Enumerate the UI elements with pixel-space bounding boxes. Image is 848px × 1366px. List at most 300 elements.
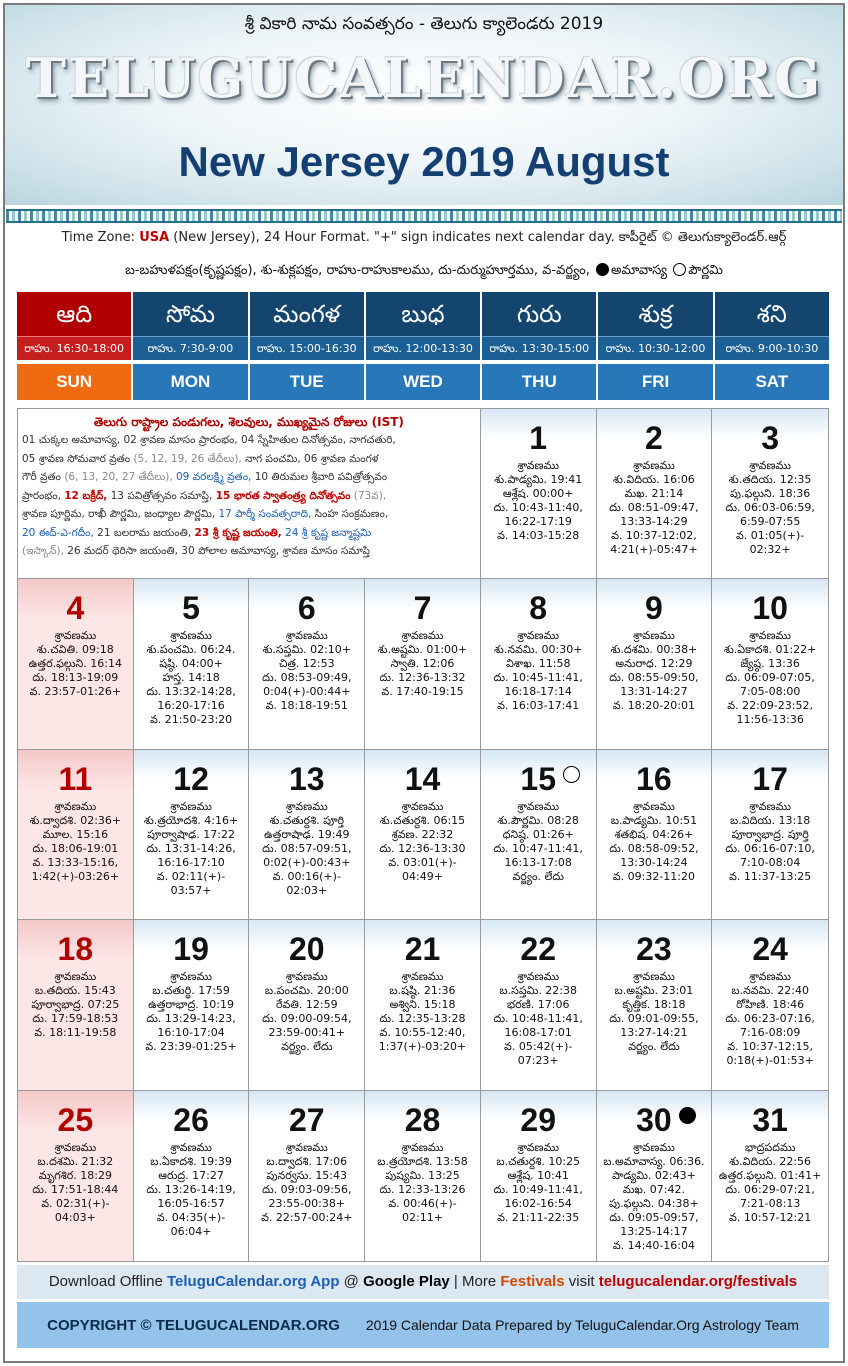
detail-line: దు. 06:23-07:16,	[725, 1012, 815, 1026]
weekday-tel: మంగళ	[250, 292, 364, 336]
detail-line: బ.షష్ఠి. 21:36	[389, 984, 456, 998]
day-number	[520, 762, 556, 796]
day-details	[712, 459, 828, 557]
detail-line: దు. 18:13-19:09	[32, 671, 119, 685]
detail-line: వ. 18:20-20:01	[612, 699, 696, 713]
weekday-header	[17, 292, 829, 400]
day-details	[597, 629, 712, 713]
detail-line: 02:11+	[402, 1210, 443, 1224]
detail-line: శు.ద్వాదశి. 02:36+	[29, 813, 122, 827]
day-number-text: 15	[520, 760, 556, 797]
detail-line: దు. 12:33-13:26	[379, 1182, 466, 1196]
detail-line: పు.ఫల్గుని. 04:38+	[609, 1196, 699, 1210]
detail-line: శు.తదియ. 12:35	[728, 473, 812, 486]
detail-line: 23:59-00:41+	[268, 1026, 346, 1040]
download-bar: Download Offline TeluguCalendar.org App @ Google Play | More Festivals visit telugucalendar.org/festivals	[17, 1265, 829, 1299]
day-number-text: 3	[761, 420, 780, 456]
weekday-rahu: రాహు. 15:00-16:30	[250, 336, 364, 360]
detail-line: దు. 13:26-14:19,	[146, 1182, 236, 1196]
detail-line: శ్రావణము	[517, 459, 560, 472]
day-details	[481, 459, 596, 543]
copyright-bar	[17, 1302, 829, 1348]
copyright-text: COPYRIGHT © TELUGUCALENDAR.ORG	[47, 1316, 340, 1334]
weekday-rahu: రాహు. 13:30-15:00	[482, 336, 596, 360]
detail-line: శ్రావణము	[54, 629, 97, 643]
day-number	[298, 591, 316, 625]
day-details	[597, 1141, 712, 1253]
day-cell[interactable]	[134, 750, 250, 920]
day-number	[752, 1103, 788, 1137]
day-cell[interactable]	[712, 579, 828, 749]
detail-line: 03:57+	[170, 883, 212, 897]
day-number-text: 26	[173, 1101, 209, 1138]
day-number-text: 17	[752, 760, 788, 797]
detail-line: బ.ద్వాదశి. 17:06	[266, 1154, 348, 1168]
day-details	[712, 800, 828, 884]
day-number-text: 28	[404, 1101, 441, 1138]
day-number-text: 1	[529, 420, 548, 456]
detail-line: 1:37(+)-03:20+	[378, 1040, 467, 1054]
day-details	[712, 629, 828, 727]
day-number-text: 5	[182, 590, 200, 627]
detail-line: బ.పాడ్యమి. 10:51	[610, 813, 698, 827]
detail-line: శ్రావణము	[517, 799, 560, 813]
detail-line: వర్జ్యం. లేదు	[281, 1040, 333, 1054]
detail-line: పుష్యమి. 13:25	[385, 1168, 460, 1182]
day-details	[597, 459, 712, 557]
ornament-divider	[6, 209, 842, 223]
day-details	[134, 1141, 249, 1239]
day-details	[481, 970, 596, 1068]
detail-line: చిత్ర. 12:53	[278, 657, 335, 671]
detail-line: శతభిష. 04:26+	[614, 827, 694, 841]
day-cell[interactable]	[249, 920, 365, 1090]
detail-line: 16:16-17:10	[157, 855, 225, 869]
detail-line: శ్రావణము	[285, 799, 328, 813]
day-number-text: 20	[288, 931, 325, 968]
day-number	[645, 421, 663, 455]
detail-line: శు.ఏకాదశి. 01:22+	[723, 643, 817, 657]
detail-line: వ. 11:37-13:25	[729, 869, 812, 883]
day-cell[interactable]	[365, 920, 481, 1090]
detail-line: దు. 09:00-09:54,	[262, 1012, 352, 1026]
detail-line: దు. 13:31-14:26,	[146, 841, 236, 855]
pournami-icon	[563, 766, 580, 783]
day-details	[365, 1141, 480, 1225]
detail-line: మఖ. 21:14	[624, 487, 684, 500]
day-details	[18, 629, 133, 699]
detail-line: 13:25-14:17	[620, 1224, 688, 1238]
detail-line: బ.పంచమి. 20:00	[264, 984, 349, 998]
detail-line: ఉత్తరాభాద్ర. 10:19	[148, 998, 235, 1012]
weekday-tel: గురు	[482, 292, 596, 336]
festivals-url-link[interactable]: telugucalendar.org/festivals	[598, 1273, 798, 1290]
detail-line: పూర్వాషాఢ. 17:22	[147, 827, 236, 841]
detail-line: దు. 10:48-11:41,	[493, 1012, 583, 1026]
detail-line: 02:03+	[286, 883, 328, 897]
detail-line: 07:23+	[517, 1054, 559, 1068]
day-details	[481, 1141, 596, 1225]
detail-line: శ్రావణము	[633, 629, 675, 643]
weekday-rahu: రాహు. 9:00-10:30	[715, 336, 829, 360]
day-number	[520, 1103, 556, 1137]
day-cell[interactable]	[712, 920, 828, 1090]
detail-line: రోహిణి. 18:46	[736, 998, 805, 1012]
weekday-eng: SUN	[17, 364, 131, 400]
detail-line: శ్రావణము	[285, 970, 328, 984]
day-number	[752, 932, 788, 966]
day-number-text: 21	[404, 931, 441, 968]
detail-line: శ్రావణము	[285, 629, 328, 643]
detail-line: శ్రావణము	[285, 1140, 328, 1154]
detail-line: దు. 09:03-09:56,	[262, 1182, 352, 1196]
weekday-eng: MON	[133, 364, 247, 400]
day-number	[520, 932, 556, 966]
day-number	[529, 591, 547, 625]
detail-line: 4:21(+)-05:47+	[610, 543, 698, 556]
day-cell[interactable]	[249, 750, 365, 920]
weekday-sat	[715, 292, 829, 400]
day-cell[interactable]	[18, 920, 134, 1090]
day-details	[712, 970, 828, 1068]
detail-line: 6:59-07:55	[739, 515, 801, 528]
detail-line: వ. 02:11(+)-	[156, 869, 226, 883]
detail-line: శ్రావణము	[633, 970, 675, 984]
day-cell[interactable]	[18, 750, 134, 920]
detail-line: భరణి. 17:06	[506, 998, 570, 1012]
day-number	[405, 762, 441, 796]
detail-line: వ. 23:57-01:26+	[29, 685, 122, 699]
detail-line: బ.ఏకాదశి. 19:39	[150, 1154, 232, 1168]
detail-line: వ. 03:01(+)-	[388, 855, 457, 869]
detail-line: వ. 22:57-00:24+	[261, 1210, 353, 1224]
detail-line: శు.పౌర్ణమి. 08:28	[497, 813, 579, 827]
weekday-eng: FRI	[598, 364, 712, 400]
day-cell[interactable]	[18, 1091, 134, 1261]
day-number-text: 7	[413, 590, 432, 627]
day-number	[636, 932, 672, 966]
detail-line: వ. 21:50-23:20	[149, 713, 233, 727]
detail-line: దు. 06:16-07:10,	[725, 841, 815, 855]
day-number	[173, 762, 209, 796]
detail-line: వ. 13:33-15:16,	[32, 855, 119, 869]
detail-line: 06:04+	[170, 1224, 212, 1238]
day-details	[597, 800, 712, 884]
detail-line: వ. 10:37-12:15,	[727, 1040, 813, 1054]
detail-line: దు. 08:51-09:47,	[609, 501, 699, 514]
detail-line: శు.చవితి. 09:18	[36, 643, 114, 657]
detail-line: పూర్వాభాద్ర. పూర్తి	[731, 827, 809, 841]
day-details	[365, 800, 480, 884]
day-cell[interactable]	[597, 409, 713, 579]
day-details	[18, 800, 133, 884]
detail-line: భాద్రపదము	[744, 1140, 796, 1154]
detail-line: వ. 21:11-22:35	[497, 1210, 580, 1224]
detail-line: హస్త. 14:18	[162, 671, 220, 685]
detail-line: పూర్వాభాద్ర. 07:25	[31, 998, 120, 1012]
detail-line: దు. 06:03-06:59,	[725, 501, 815, 514]
detail-line: అశ్విని. 15:18	[389, 998, 456, 1012]
detail-line: శ్రావణము	[749, 970, 791, 984]
day-cell[interactable]	[249, 579, 365, 749]
detail-line: మూల. 15:16	[42, 827, 109, 841]
day-details	[365, 970, 480, 1054]
day-number-text: 14	[404, 760, 441, 797]
day-number-text: 6	[297, 590, 316, 627]
detail-line: శు.విదియ. 22:56	[729, 1154, 812, 1168]
detail-line: శ్రావణము	[54, 970, 97, 984]
day-cell[interactable]	[134, 579, 250, 749]
festival-heading: తెలుగు రాష్ట్రాల పండుగలు, శెలవులు, ముఖ్యమైన రోజులు (IST)	[93, 415, 404, 429]
detail-line: బ.త్రయోదశి. 13:58	[377, 1154, 468, 1168]
detail-line: బ.చతుర్దశి. 10:25	[496, 1154, 581, 1168]
detail-line: 7:21-08:13	[739, 1196, 801, 1210]
detail-line: 02:32+	[749, 543, 791, 556]
weekday-eng: SAT	[715, 364, 829, 400]
detail-line: శ్రావణము	[633, 799, 675, 813]
weekday-tue	[250, 292, 364, 400]
festival-list: తెలుగు రాష్ట్రాల పండుగలు, శెలవులు, ముఖ్యమైన రోజులు (IST) 01 చుక్కల అమావాస్య, 02 శ్రావణ మాసం ప్రారంభం, 04 స్నేహితుల దినోత్సవం, నాగచతురి, 05 శ్రావణ సోమవార వ్రతం (5, 12, 19, 26 తేదీలు), నాగ పంచమి, 06 శ్రావణ మంగళ గౌరీ వ్రతం (6, 13, 20, 27 తేదీలు), 09 వరలక్ష్మి వ్రతం, 10 తిరుమల శ్రీవారి పవిత్రోత్సవం ప్రారంభం, 12 బక్రీద్, 13 పవిత్రోత్సవం సమాప్తి, 15 భారత స్వాతంత్ర్య దినోత్సవం (73వ), శ్రావణ పూర్ణిమ, రాఖీ పౌర్ణమి, జంధ్యాల పౌర్ణమి, 17 పార్శీ సంవత్సరాది, సింహ సంక్రమణం, 20 ఈద్-ఎ-గదీం, 21 బలరామ జయంతి, 23 శ్రీ కృష్ణ జయంతి, 24 శ్రీ కృష్ణ జన్మాష్టమి (ఇస్కాన్), 26 మదర్ థెరిసా జయంతి, 30 పోలాల అమావాస్య, శ్రావణ మాసం సమాప్తి	[18, 409, 481, 579]
detail-line: శ్రావణము	[170, 799, 212, 813]
day-number-text: 19	[173, 931, 209, 968]
day-number-text: 27	[288, 1101, 325, 1138]
detail-line: దు. 17:59-18:53	[32, 1012, 119, 1026]
day-cell[interactable]	[18, 579, 134, 749]
app-link[interactable]: TeluguCalendar.org App	[166, 1273, 340, 1290]
weekday-tel: సోమ	[133, 292, 247, 336]
day-number	[173, 1103, 209, 1137]
day-cell[interactable]	[481, 1091, 597, 1261]
detail-line: బ.తదియ. 15:43	[34, 984, 116, 998]
day-number-text: 10	[752, 590, 788, 627]
detail-line: వ. 18:11-19:58	[34, 1026, 117, 1040]
day-cell[interactable]	[481, 579, 597, 749]
detail-line: 7:10-08:04	[739, 855, 801, 869]
detail-line: దు. 06:29-07:21,	[725, 1182, 815, 1196]
day-number	[636, 1103, 672, 1137]
day-details	[249, 1141, 364, 1225]
detail-line: 16:13-17:08	[504, 855, 572, 869]
day-cell[interactable]	[712, 1091, 828, 1261]
detail-line: వ. 16:03-17:41	[497, 699, 580, 713]
detail-line: 04:49+	[402, 869, 443, 883]
weekday-rahu: రాహు. 12:00-13:30	[366, 336, 480, 360]
day-number	[173, 932, 209, 966]
day-number-text: 22	[520, 931, 556, 968]
detail-line: వ. 18:18-19:51	[265, 699, 348, 713]
day-cell[interactable]	[481, 409, 597, 579]
detail-line: బ.నవమి. 22:40	[731, 984, 809, 998]
day-number-text: 29	[520, 1101, 556, 1138]
detail-line: ఉత్తర.ఫల్గుని. 01:41+	[718, 1168, 822, 1182]
detail-line: కృత్తిక. 18:18	[622, 998, 686, 1012]
detail-line: వ. 00:16(+)-	[272, 869, 341, 883]
detail-line: శు.దశమి. 00:38+	[610, 643, 698, 657]
detail-line: శ్రావణము	[633, 1140, 675, 1154]
detail-line: ఆరుద్ర. 17:27	[158, 1168, 224, 1182]
day-details	[249, 800, 364, 898]
detail-line: 11:56-13:36	[736, 713, 804, 727]
day-number	[405, 932, 441, 966]
day-number-text: 30	[636, 1101, 672, 1138]
detail-line: 23:55-00:38+	[268, 1196, 346, 1210]
weekday-fri	[598, 292, 712, 400]
detail-line: దు. 13:29-14:23,	[146, 1012, 236, 1026]
day-cell[interactable]	[365, 750, 481, 920]
detail-line: శు.నవమి. 00:30+	[493, 643, 583, 657]
day-number	[414, 591, 432, 625]
detail-line: దు. 08:57-09:51,	[262, 841, 352, 855]
day-cell[interactable]	[134, 1091, 250, 1261]
detail-line: శ్రావణము	[401, 799, 444, 813]
detail-line: 7:16-08:09	[739, 1026, 801, 1040]
day-cell[interactable]	[365, 1091, 481, 1261]
day-number-text: 8	[529, 590, 548, 627]
detail-line: వ. 14:40-16:04	[612, 1238, 696, 1252]
detail-line: శు.అష్టమి. 01:00+	[377, 643, 468, 657]
detail-line: 16:10-17:04	[157, 1026, 225, 1040]
day-number	[289, 762, 325, 796]
weekday-tel: ఆది	[17, 292, 131, 336]
day-cell[interactable]	[597, 750, 713, 920]
detail-line: శ్రావణము	[749, 799, 791, 813]
detail-line: శు.త్రయోదశి. 4:16+	[143, 813, 239, 827]
day-number	[289, 1103, 325, 1137]
detail-line: ఆశ్లేష. 10:41	[507, 1168, 569, 1182]
detail-line: బ.దశమి. 21:32	[37, 1154, 114, 1168]
detail-line: శు.సప్తమి. 02:10+	[262, 643, 351, 657]
detail-line: పునర్వసు. 15:43	[266, 1168, 348, 1182]
detail-line: వ. 01:05(+)-	[735, 529, 805, 542]
day-number-text: 31	[752, 1101, 788, 1138]
day-number-text: 16	[636, 760, 672, 797]
weekday-wed	[366, 292, 480, 400]
detail-line: 16:22-17:19	[504, 515, 572, 528]
detail-line: దు. 08:58-09:52,	[609, 841, 699, 855]
day-number	[645, 591, 663, 625]
detail-line: శు.పాడ్యమి. 19:41	[494, 473, 583, 486]
detail-line: దు. 17:51-18:44	[32, 1182, 119, 1196]
detail-line: 7:05-08:00	[739, 685, 801, 699]
day-number	[58, 1103, 94, 1137]
detail-line: శ్రావణము	[517, 1140, 560, 1154]
day-cell[interactable]	[249, 1091, 365, 1261]
weekday-thu	[482, 292, 596, 400]
detail-line: శు.పంచమి. 06:24.	[146, 643, 236, 657]
day-number	[66, 591, 84, 625]
detail-line: మృగశిర. 18:29	[38, 1168, 112, 1182]
day-details	[365, 629, 480, 699]
detail-line: ఆశ్లేష. 00:00+	[502, 487, 574, 500]
day-cell[interactable]	[597, 920, 713, 1090]
day-number	[636, 762, 672, 796]
detail-line: 0:04(+)-00:44+	[263, 685, 351, 699]
festivals-link[interactable]: Festivals	[500, 1273, 565, 1290]
detail-line: శు.చతుర్దశి. పూర్తి	[269, 813, 345, 827]
detail-line: స్వాతి. 12:06	[390, 657, 455, 671]
day-cell[interactable]	[712, 409, 828, 579]
google-play-link[interactable]: Google Play	[363, 1273, 450, 1290]
detail-line: 04:03+	[54, 1210, 96, 1224]
detail-line: దు. 10:43-11:40,	[493, 501, 583, 514]
day-number-text: 2	[645, 420, 663, 456]
weekday-rahu: రాహు. 16:30-18:00	[17, 336, 131, 360]
page-title: New Jersey 2019 August	[178, 138, 670, 185]
detail-line: బ.చతుర్థి. 17:59	[152, 984, 230, 998]
day-cell[interactable]	[597, 579, 713, 749]
detail-line: బ.సప్తమి. 22:38	[499, 984, 578, 998]
detail-line: బ.అష్టమి. 23:01	[614, 984, 694, 998]
detail-line: మఖ. 07:42.	[622, 1182, 685, 1196]
detail-line: విశాఖ. 11:58	[505, 657, 571, 671]
brand-logo[interactable]: TELUGUCALENDAR.ORG	[25, 46, 823, 110]
day-cell[interactable]	[481, 750, 597, 920]
detail-line: శ్రావణము	[749, 459, 791, 472]
day-cell[interactable]	[597, 1091, 713, 1261]
detail-line: వ. 10:37-12:02,	[611, 529, 697, 542]
detail-line: ఉత్తరాషాఢ. 19:49	[264, 827, 350, 841]
detail-line: దు. 08:55-09:50,	[609, 671, 699, 685]
weekday-eng: WED	[366, 364, 480, 400]
detail-line: రేవతి. 12:59	[275, 998, 338, 1012]
day-cell[interactable]	[365, 579, 481, 749]
detail-line: వ. 10:57-12:21	[729, 1210, 812, 1224]
day-number	[289, 932, 325, 966]
detail-line: దు. 10:49-11:41,	[493, 1182, 583, 1196]
weekday-eng: TUE	[250, 364, 364, 400]
day-cell[interactable]	[481, 920, 597, 1090]
detail-line: వర్జ్యం. లేదు	[512, 869, 564, 883]
detail-line: శ్రావణము	[54, 1140, 97, 1154]
year-line: శ్రీ వికారి నామ సంవత్సరం - తెలుగు క్యాలెండరు 2019	[244, 14, 604, 34]
detail-line: 13:30-14:24	[620, 855, 688, 869]
detail-line: శ్రావణము	[633, 459, 675, 472]
calendar-grid	[17, 408, 829, 1262]
detail-line: వర్జ్యం. లేదు	[628, 1040, 680, 1054]
detail-line: శు.విదియ. 16:06	[613, 473, 695, 486]
detail-line: 13:27-14:21	[620, 1026, 688, 1040]
detail-line: వ. 22:09-23:52,	[727, 699, 813, 713]
detail-line: వ. 17:40-19:15	[381, 685, 464, 699]
detail-line: 13:33-14:29	[620, 515, 688, 528]
detail-line: 16:20-17:16	[157, 699, 225, 713]
detail-line: దు. 10:47-11:41,	[493, 841, 583, 855]
detail-line: దు. 08:53-09:49,	[262, 671, 352, 685]
weekday-rahu: రాహు. 7:30-9:00	[133, 336, 247, 360]
detail-line: వ. 10:55-12:40,	[379, 1026, 466, 1040]
detail-line: శ్రావణము	[170, 629, 212, 643]
detail-line: దు. 12:36-13:32	[379, 671, 466, 685]
day-details	[18, 1141, 133, 1225]
day-number	[529, 421, 547, 455]
day-number	[58, 762, 92, 796]
detail-line: శ్రావణము	[517, 629, 560, 643]
detail-line: వ. 00:46(+)-	[388, 1196, 457, 1210]
day-number	[761, 421, 779, 455]
day-details	[134, 970, 249, 1054]
day-cell[interactable]	[712, 750, 828, 920]
day-cell[interactable]	[134, 920, 250, 1090]
detail-line: జ్యేష్ఠ. 13:36	[740, 657, 800, 671]
detail-line: 13:31-14:27	[620, 685, 688, 699]
day-number-text: 9	[645, 590, 663, 627]
day-number-text: 11	[58, 760, 93, 797]
amavasya-icon	[596, 263, 609, 276]
day-number-text: 13	[288, 760, 325, 797]
detail-line: దు. 13:32-14:28,	[146, 685, 236, 699]
day-details	[249, 970, 364, 1054]
detail-line: శ్రావణము	[749, 629, 791, 643]
